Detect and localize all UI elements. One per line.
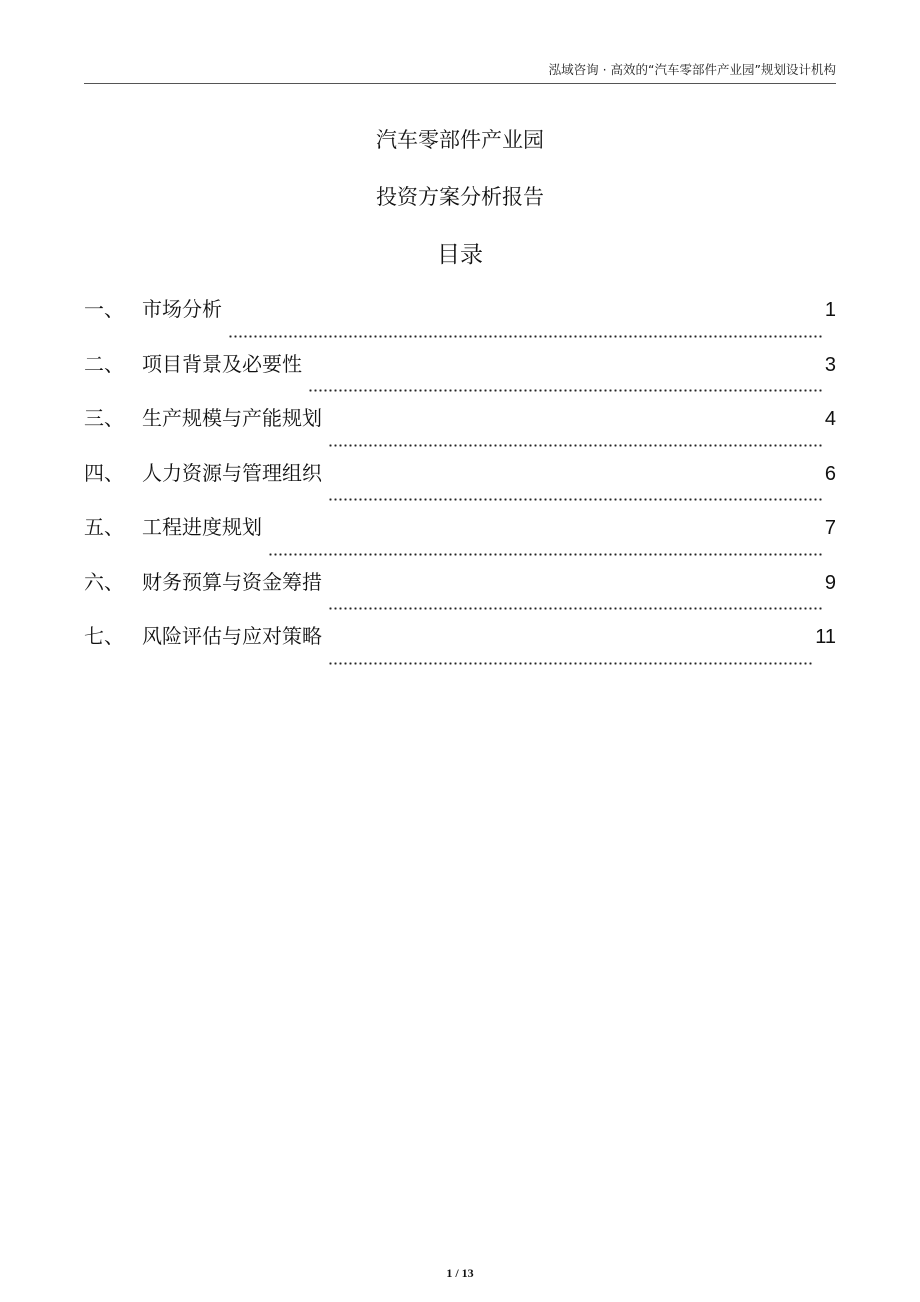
toc-entry-risk[interactable] (84, 620, 836, 675)
toc-entry-page: 1 (824, 299, 836, 321)
toc-entry-title: 市场分析 (142, 297, 222, 321)
toc-entry-schedule[interactable] (84, 511, 836, 566)
toc-dot-leader (328, 498, 823, 501)
toc-entry-number: 七、 (84, 624, 124, 648)
toc-entry-number: 四、 (84, 460, 124, 485)
toc-entry-title: 项目背景及必要性 (142, 351, 302, 376)
toc-entry-page: 7 (824, 517, 836, 539)
toc-heading: 目录 (437, 242, 483, 268)
toc-entry-title: 人力资源与管理组织 (142, 460, 322, 485)
toc-entry-background[interactable] (84, 348, 836, 403)
toc-entry-number: 六、 (84, 569, 124, 594)
toc-dot-leader (328, 607, 823, 610)
toc-entry-number: 二、 (84, 351, 124, 376)
toc-entry-number: 三、 (84, 406, 124, 430)
toc-entry-page: 4 (824, 408, 836, 430)
toc-dot-leader (228, 335, 823, 338)
toc-dot-leader (268, 553, 823, 556)
toc-entry-market-analysis[interactable] (84, 293, 836, 348)
toc-entry-page: 6 (824, 462, 836, 485)
toc-entry-page: 3 (824, 353, 836, 376)
toc-dot-leader (328, 444, 823, 447)
toc-entry-finance[interactable] (84, 566, 836, 621)
toc-entry-title: 风险评估与应对策略 (142, 624, 322, 648)
toc-dot-leader (308, 389, 823, 392)
document-title: 汽车零部件产业园 (376, 128, 544, 152)
toc-entry-page: 11 (815, 626, 836, 648)
toc-entry-page: 9 (824, 571, 836, 594)
page-number: 1 / 13 (446, 1266, 474, 1280)
toc-dot-leader (328, 662, 813, 665)
page-header: 泓域咨询 · 高效的“汽车零部件产业园”规划设计机构 (548, 62, 836, 77)
header-divider (84, 83, 836, 84)
table-of-contents (84, 293, 836, 675)
toc-entry-number: 一、 (84, 297, 124, 321)
toc-entry-title: 财务预算与资金筹措 (142, 569, 322, 594)
toc-entry-human-resources[interactable] (84, 457, 836, 512)
toc-entry-production-scale[interactable] (84, 402, 836, 457)
document-subtitle: 投资方案分析报告 (376, 185, 544, 209)
toc-entry-title: 生产规模与产能规划 (142, 406, 322, 430)
toc-entry-number: 五、 (84, 515, 124, 539)
toc-entry-title: 工程进度规划 (142, 515, 262, 539)
